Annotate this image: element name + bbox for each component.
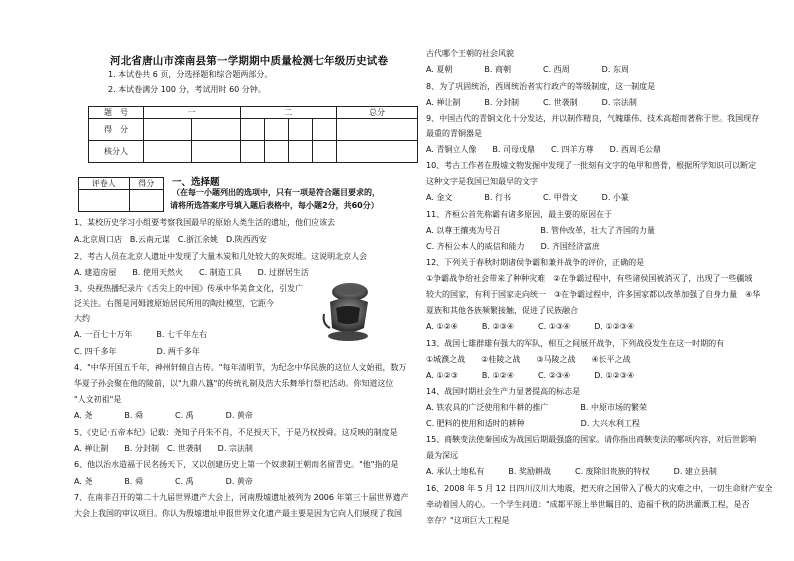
score-table bbox=[88, 106, 418, 163]
right-line: C. 肥料的使用和适时的耕种 D. 大兴水利工程 bbox=[426, 419, 640, 428]
left-line: A. 尧 B. 舜 C. 禹 D. 黄帝 bbox=[74, 477, 253, 486]
section1-title: 一、选择题 bbox=[172, 177, 220, 188]
left-line: 大约 bbox=[74, 314, 90, 323]
right-line: 11、齐桓公首先称霸有诸多原因，最主要的原因在于 bbox=[426, 210, 613, 219]
left-line: 大会上我国的审议项目。你认为殷墟遗址申报世界文化遗产最主要是因为它向人们展现了我国 bbox=[74, 509, 402, 518]
right-line: C. 齐桓公本人的威信和能力 D. 齐国经济富庶 bbox=[426, 242, 600, 251]
section1-instruction-1: （在每一小题列出的选项中，只有一项是符合题目要求的， bbox=[172, 188, 380, 197]
grader-header-grader: 评卷人 bbox=[79, 178, 130, 190]
score-cell[interactable] bbox=[240, 119, 264, 141]
left-line: A. 禅让制 B. 分封制 C. 世袭制 D. 宗法制 bbox=[74, 444, 253, 453]
right-line: ①城濮之战 ②桂陵之战 ③马陵之战 ④长平之战 bbox=[426, 355, 631, 364]
grader-header-score: 得分 bbox=[129, 178, 163, 190]
left-line: A. 建造房屋 B. 使用天然火 C. 制造工具 D. 过群居生活 bbox=[74, 268, 309, 277]
right-line: ①争霸战争给社会带来了种种灾难 ②在争霸过程中，有些诸侯国被消灭了，出现了一些疆域 bbox=[426, 274, 753, 283]
score-cell[interactable] bbox=[192, 119, 240, 141]
left-line: 2、考古人员在北京人遗址中发现了大量木炭和几处较大的灰烬堆。这说明北京人会 bbox=[74, 252, 368, 261]
right-line: 古代哪个王朝的社会风貌 bbox=[426, 49, 514, 58]
grader-table bbox=[78, 177, 164, 212]
right-line: A. 金文 B. 行书 C. 甲骨文 D. 小篆 bbox=[426, 193, 629, 202]
exam-note-1: 1. 本试卷共 6 页，分选择题和综合题两部分。 bbox=[108, 70, 273, 79]
score-cell[interactable] bbox=[264, 141, 288, 163]
right-line: 8、为了巩固统治，西周统治者实行政产的等级制度，这一制度是 bbox=[426, 82, 656, 91]
right-line: 15、商鞅变法使秦国成为战国后期最强盛的国家。请你指出商鞅变法的哪项内容，对后世影响 bbox=[426, 435, 757, 444]
left-line: A. 一百七十万年 B. 七千年左右 bbox=[74, 330, 207, 339]
right-line: 9、中国古代的青铜文化十分发达，并以制作精良，气魄雄伟、技术高超而著称于世。我国现存 bbox=[426, 114, 760, 123]
right-line: A. 禅让制 B. 分封制 C. 世袭制 D. 宗法制 bbox=[426, 98, 637, 107]
score-cell[interactable] bbox=[288, 119, 312, 141]
right-line: A. 夏朝 B. 商朝 C. 西周 D. 东周 bbox=[426, 65, 629, 74]
score-cell[interactable] bbox=[144, 141, 192, 163]
right-line: A. ①②③ B. ①②④ C. ②③④ D. ①②③④ bbox=[426, 371, 635, 380]
right-line: 最重的青铜器是 bbox=[426, 129, 482, 138]
right-line: 14、战国时期社会生产力显著提高的标志是 bbox=[426, 387, 581, 396]
left-line: 4、"中华开国五千年，神州轩辕自古传。"每年清明节，为纪念中华民族的这位人文始祖，数万 bbox=[74, 363, 407, 372]
score-header-one: 一 bbox=[144, 107, 241, 119]
score-cell[interactable] bbox=[240, 141, 264, 163]
score-cell[interactable] bbox=[312, 119, 336, 141]
left-line: 3、央视热播纪录片《舌尖上的中国》传承中华美食文化，引发广 bbox=[74, 284, 304, 293]
score-cell[interactable] bbox=[337, 119, 418, 141]
score-header-two: 二 bbox=[240, 107, 337, 119]
score-header-number: 题 号 bbox=[89, 107, 144, 119]
score-cell[interactable] bbox=[192, 141, 240, 163]
left-line: A.北京周口店 B.云南元谋 C.浙江余姚 D.陕西西安 bbox=[74, 235, 267, 244]
left-line: A. 尧 B. 舜 C. 禹 D. 黄帝 bbox=[74, 411, 253, 420]
right-line: 牵动着国人的心。一个学生问道："成都平原上举世瞩目的、造福千秋的防洪灌溉工程，是否 bbox=[426, 500, 750, 509]
right-line: 最为深远 bbox=[426, 451, 458, 460]
section1-instruction-2: 请将所选答案序号填入题后表格中，每小题2分，共60分） bbox=[170, 201, 379, 210]
left-line: 1、某校历史学习小组要考察我国最早的原始人类生活的遗址，他们应该去 bbox=[74, 218, 336, 227]
grader-cell[interactable] bbox=[129, 190, 163, 212]
right-line: 夏族和其他各族频繁接触，促进了民族融合 bbox=[426, 306, 578, 315]
right-line: A. 承认土地私有 B. 奖励耕战 C. 废除旧贵族的特权 D. 建立县制 bbox=[426, 467, 717, 476]
right-line: 这种文字是我国已知最早的文字 bbox=[426, 177, 538, 186]
score-row-checker: 核分人 bbox=[89, 141, 144, 163]
score-header-total: 总分 bbox=[337, 107, 418, 119]
left-line: 5、《史记·五帝本纪》记载：尧知子丹朱不肖，不足授天下，于是乃权授舜。这反映的制度是 bbox=[74, 428, 398, 437]
right-line: A. 铁农具的广泛使用和牛耕的推广 B. 中原市场的繁荣 bbox=[426, 403, 647, 412]
right-line: 较大的国家，有利于国家走向统一 ③在争霸过程中，许多国家都以改革加强了自身力量 ④华 bbox=[426, 290, 761, 299]
right-line: 10、考古工作者在殷墟文物发掘中发现了一批刻有文字的龟甲和兽骨，根据所学知识可以断定 bbox=[426, 161, 757, 170]
right-line: 16、2008 年 5 月 12 日四川汶川大地震，把天府之国带入了极大的灾难之中，一切生命财产安全 bbox=[426, 484, 773, 493]
right-line: A. 以尊王攘夷为号召 B. 管仲改革，壮大了齐国的力量 bbox=[426, 226, 655, 235]
right-line: A. 青铜立人像 B. 司母戊鼎 C. 四羊方尊 D. 西周毛公鼎 bbox=[426, 145, 661, 154]
score-cell[interactable] bbox=[312, 141, 336, 163]
score-cell[interactable] bbox=[288, 141, 312, 163]
score-cell[interactable] bbox=[144, 119, 192, 141]
right-line: A. ①②④ B. ②③④ C. ①③④ D. ①②③④ bbox=[426, 322, 635, 331]
exam-title: 河北省唐山市滦南县第一学期期中质量检测七年级历史试卷 bbox=[110, 55, 389, 67]
right-line: 幸存？"这项巨大工程是 bbox=[426, 516, 510, 525]
left-line: "人文初祖"是 bbox=[74, 395, 122, 404]
score-cell[interactable] bbox=[264, 119, 288, 141]
score-cell[interactable] bbox=[337, 141, 418, 163]
pottery-stove-model-image bbox=[322, 278, 374, 344]
left-line: 泛关注。右图是河姆渡原始居民所用的陶灶模型，它距今 bbox=[74, 299, 274, 308]
left-line: 6、他以治水造福于民名扬天下，又以创建历史上第一个奴隶制王朝而名留青史。"他"指的是 bbox=[74, 460, 399, 469]
score-row-score: 得 分 bbox=[89, 119, 144, 141]
exam-note-2: 2. 本试卷满分 100 分，考试用时 60 分钟。 bbox=[108, 85, 266, 94]
left-line: C. 四千多年 D. 两千多年 bbox=[74, 347, 200, 356]
right-line: 12、下列关于春秋时期诸侯争霸和兼并战争的评价，正确的是 bbox=[426, 258, 645, 267]
right-line: 13、战国七雄群雄有强大的军队，相互之间展开战争，下列战役发生在这一时期的有 bbox=[426, 339, 725, 348]
left-line: 7、在南非召开的第二十九届世界遗产大会上，河南殷墟遗址被列为 2006 年第三十届世界遗产 bbox=[74, 493, 409, 502]
grader-cell[interactable] bbox=[79, 190, 130, 212]
left-line: 华夏子孙会聚在他的陵前，以"九鼎八簋"的传统礼制及浩大乐舞举行祭祀活动。你知道这位 bbox=[74, 379, 394, 388]
